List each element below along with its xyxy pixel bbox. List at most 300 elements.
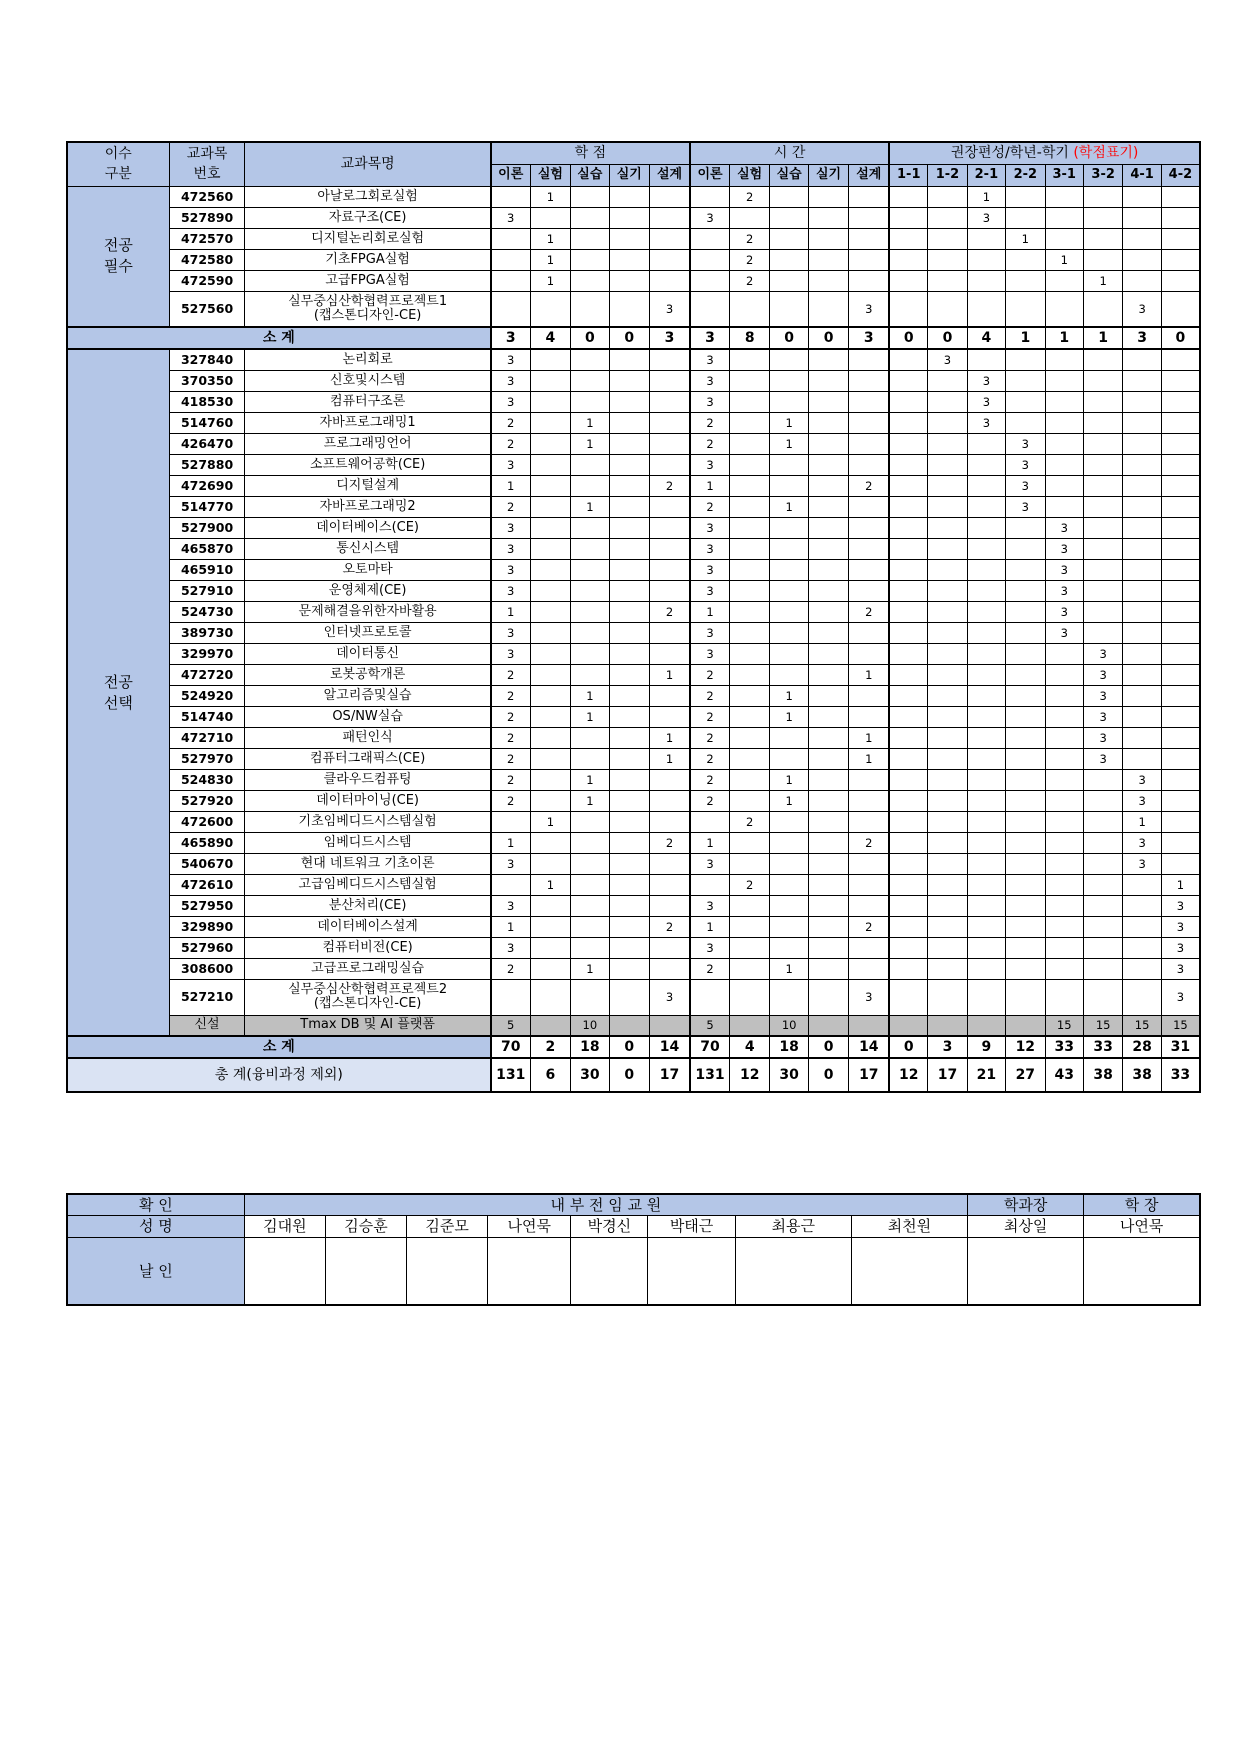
semester-cell [1006,249,1045,270]
credit-cell [609,580,649,601]
hour-cell [849,517,890,538]
semester-cell [1161,769,1200,790]
credit-cell: 17 [650,1058,691,1092]
semester-cell [1161,228,1200,249]
semester-cell [889,580,927,601]
course-row [67,370,1200,391]
credit-cell [609,291,649,327]
semester-cell: 0 [928,327,967,349]
credit-cell [609,186,649,207]
semester-cell [889,370,927,391]
semester-cell [967,643,1005,664]
credit-group-header: 학 점 [491,142,690,164]
semester-cell [889,186,927,207]
semester-cell: 15 [1083,1015,1122,1036]
semester-cell [1161,370,1200,391]
credit-cell: 2 [530,1036,570,1058]
header-row-1 [67,142,1200,164]
course-code: 527950 [169,895,245,916]
course-code: 329970 [169,643,245,664]
course-name: 분산처리(CE) [245,895,491,916]
semester-cell [1045,958,1083,979]
hour-cell: 2 [729,249,769,270]
hour-cell: 1 [690,601,729,622]
credit-cell [650,958,691,979]
seal-box[interactable] [851,1237,967,1305]
credit-cell [571,249,609,270]
course-code: 527960 [169,937,245,958]
semester-cell [928,622,967,643]
hour-cell [770,979,808,1015]
credit-cell [609,412,649,433]
credit-cell: 14 [650,1036,691,1058]
hour-cell [729,832,769,853]
credit-cell: 3 [491,327,530,349]
semester-cell [1083,811,1122,832]
course-row [67,249,1200,270]
hour-cell: 2 [849,916,890,937]
course-row [67,727,1200,748]
course-row [67,207,1200,228]
credit-cell [609,228,649,249]
curriculum-table [66,141,1201,1093]
credit-cell [609,517,649,538]
hour-cell [729,895,769,916]
course-name: 디지털논리회로실험 [245,228,491,249]
semester-cell [1161,433,1200,454]
credit-cell [530,937,570,958]
credit-cell [530,958,570,979]
semester-cell [1161,517,1200,538]
credit-cell [571,538,609,559]
semester-cell [1083,291,1122,327]
semester-header: 2-2 [1006,164,1045,186]
semester-cell [889,790,927,811]
hour-cell [849,937,890,958]
seal-box[interactable] [571,1237,648,1305]
semester-cell [1006,349,1045,370]
hour-cell [690,228,729,249]
hour-cell [770,727,808,748]
course-name: 기초임베디드시스템실험 [245,811,491,832]
credit-cell: 3 [650,291,691,327]
semester-cell [889,706,927,727]
credit-cell [530,412,570,433]
credit-cell [571,291,609,327]
hour-cell [770,249,808,270]
semester-cell [967,228,1005,249]
semester-cell [967,811,1005,832]
semester-cell [1006,937,1045,958]
subtotal-row [67,1036,1200,1058]
credit-cell [530,580,570,601]
semester-cell: 1 [1161,874,1200,895]
hour-cell [729,475,769,496]
hour-cell [808,249,848,270]
course-name: 실무중심산학협력프로젝트1 (캡스톤디자인-CE) [245,291,491,327]
credit-col-header: 실기 [609,164,649,186]
semester-cell: 1 [1045,327,1083,349]
semester-cell [889,916,927,937]
semester-cell [1045,228,1083,249]
semester-cell: 15 [1045,1015,1083,1036]
semester-cell: 3 [1161,895,1200,916]
semester-cell [967,706,1005,727]
credit-cell: 3 [491,207,530,228]
hour-cell [808,769,848,790]
semester-cell [1161,538,1200,559]
credit-cell [650,270,691,291]
semester-cell [889,748,927,769]
credit-cell [650,391,691,412]
semester-cell [1083,853,1122,874]
semester-cell [1045,454,1083,475]
credit-cell: 3 [491,643,530,664]
semester-cell [928,790,967,811]
credit-cell [609,979,649,1015]
hour-cell: 0 [808,1058,848,1092]
semester-cell: 3 [1161,937,1200,958]
credit-cell: 2 [650,832,691,853]
semester-cell [1083,349,1122,370]
seal-box[interactable] [735,1237,851,1305]
credit-cell [650,412,691,433]
semester-cell [889,496,927,517]
semester-cell: 3 [1045,580,1083,601]
semester-cell [928,958,967,979]
semester-cell [967,433,1005,454]
credit-cell: 3 [491,538,530,559]
semester-cell [1006,186,1045,207]
course-row [67,874,1200,895]
names-row [67,1215,1200,1237]
course-code: 370350 [169,370,245,391]
semester-cell [1123,228,1161,249]
hour-cell [729,433,769,454]
course-name: 컴퓨터비전(CE) [245,937,491,958]
recommend-group-header [889,142,1200,164]
semester-cell: 3 [1083,643,1122,664]
hour-cell [849,790,890,811]
seal-label: 날 인 [67,1237,244,1305]
signer-name: 나연묵 [1084,1215,1200,1237]
semester-cell [889,685,927,706]
hour-cell [808,937,848,958]
credit-cell: 6 [530,1058,570,1092]
hour-cell: 2 [690,664,729,685]
semester-cell [1006,538,1045,559]
semester-cell [1123,937,1161,958]
hour-cell [808,811,848,832]
credit-cell: 1 [530,811,570,832]
course-name: 오토마타 [245,559,491,580]
semester-cell [889,979,927,1015]
hour-cell: 3 [849,327,890,349]
hour-cell [808,433,848,454]
hour-cell: 1 [849,727,890,748]
hour-cell: 1 [770,958,808,979]
hour-cell: 1 [770,496,808,517]
hour-cell [729,748,769,769]
credit-cell: 70 [491,1036,530,1058]
hour-cell [808,727,848,748]
course-row [67,601,1200,622]
semester-cell [1006,370,1045,391]
semester-cell [1123,664,1161,685]
semester-cell [928,748,967,769]
semester-cell [928,391,967,412]
semester-cell [1083,601,1122,622]
semester-cell [928,270,967,291]
hour-cell [849,559,890,580]
hour-cell: 30 [770,1058,808,1092]
semester-cell: 1 [1083,327,1122,349]
seal-box[interactable] [1084,1237,1200,1305]
course-code: 465890 [169,832,245,853]
semester-cell: 1 [1045,249,1083,270]
seal-row [67,1237,1200,1305]
credit-cell [650,207,691,228]
semester-cell [1045,916,1083,937]
credit-cell: 1 [571,496,609,517]
hour-cell [770,186,808,207]
hour-cell [729,769,769,790]
course-row [67,391,1200,412]
credit-cell: 3 [491,349,530,370]
dean-label: 학 장 [1084,1194,1200,1215]
seal-box[interactable] [325,1237,406,1305]
credit-cell [650,249,691,270]
signer-name: 김준모 [407,1215,488,1237]
seal-box[interactable] [968,1237,1084,1305]
course-name: 클라우드컴퓨팅 [245,769,491,790]
grand-total-row [67,1058,1200,1092]
hour-cell [729,979,769,1015]
semester-cell: 3 [928,349,967,370]
semester-cell [928,874,967,895]
semester-cell [1083,475,1122,496]
semester-cell [1083,517,1122,538]
semester-cell [967,958,1005,979]
credit-cell: 2 [491,769,530,790]
semester-cell [1006,727,1045,748]
semester-cell [889,391,927,412]
credit-cell [609,538,649,559]
credit-cell [571,601,609,622]
credit-cell: 3 [491,370,530,391]
course-row [67,790,1200,811]
hour-cell [729,370,769,391]
semester-cell [889,228,927,249]
hour-cell [770,517,808,538]
hour-cell [770,291,808,327]
hour-cell [729,685,769,706]
semester-cell [1045,979,1083,1015]
credit-cell: 2 [491,496,530,517]
credit-cell [571,622,609,643]
credit-cell [609,454,649,475]
hour-cell [808,643,848,664]
semester-cell [928,228,967,249]
semester-cell [1083,496,1122,517]
hour-col-header: 실습 [770,164,808,186]
hour-col-header: 실기 [808,164,848,186]
course-code: 527560 [169,291,245,327]
hour-cell: 3 [690,559,729,580]
credit-cell: 1 [530,270,570,291]
course-name: 고급임베디드시스템실험 [245,874,491,895]
hour-cell [849,454,890,475]
credit-cell [650,433,691,454]
seal-box[interactable] [488,1237,571,1305]
semester-cell [1083,958,1122,979]
semester-cell [1045,433,1083,454]
hour-cell [729,517,769,538]
credit-cell: 1 [491,832,530,853]
credit-cell [491,811,530,832]
course-row [67,186,1200,207]
hour-cell [729,853,769,874]
hour-cell [808,207,848,228]
signer-name: 박경신 [571,1215,648,1237]
semester-cell [928,895,967,916]
hour-cell [770,643,808,664]
course-row [67,916,1200,937]
semester-cell [967,291,1005,327]
credit-cell: 0 [609,1058,649,1092]
credit-cell [609,1015,649,1036]
subtotal-label: 소 계 [67,1036,491,1058]
semester-cell [1123,412,1161,433]
semester-cell [1083,538,1122,559]
semester-cell [889,622,927,643]
hour-cell [770,270,808,291]
signer-name: 최상일 [968,1215,1084,1237]
credit-cell: 2 [491,790,530,811]
semester-cell: 3 [1123,291,1161,327]
hour-cell [808,496,848,517]
semester-cell [889,475,927,496]
hour-cell [690,291,729,327]
hour-cell [849,270,890,291]
semester-cell [1045,270,1083,291]
seal-box[interactable] [648,1237,735,1305]
course-code: 329890 [169,916,245,937]
hour-cell [729,601,769,622]
semester-cell: 1 [1006,327,1045,349]
credit-cell [530,517,570,538]
confirm-label: 확 인 [67,1194,244,1215]
credit-cell: 2 [491,664,530,685]
hour-cell [849,706,890,727]
hour-cell: 12 [729,1058,769,1092]
hour-cell [808,979,848,1015]
confirm-header-row [67,1194,1200,1215]
semester-cell [928,832,967,853]
semester-cell [1083,790,1122,811]
semester-cell: 43 [1045,1058,1083,1092]
credit-col-header: 이론 [491,164,530,186]
semester-cell [1006,580,1045,601]
semester-cell [928,979,967,1015]
semester-cell [967,769,1005,790]
semester-cell: 0 [889,1036,927,1058]
hour-cell: 4 [729,1036,769,1058]
recommend-label: 권장편성/학년-학기 [950,145,1074,162]
credit-cell [650,853,691,874]
credit-cell [571,832,609,853]
hour-cell [849,769,890,790]
hour-cell [729,706,769,727]
hour-cell: 3 [690,517,729,538]
semester-cell: 3 [967,207,1005,228]
hour-cell [770,580,808,601]
semester-cell [889,433,927,454]
semester-cell [1123,517,1161,538]
semester-cell [1083,769,1122,790]
credit-cell: 3 [491,517,530,538]
semester-cell [928,811,967,832]
credit-cell [571,895,609,916]
course-code: 472690 [169,475,245,496]
semester-cell [889,769,927,790]
hour-cell [770,622,808,643]
credit-cell: 10 [571,1015,609,1036]
hour-cell [808,538,848,559]
hour-cell: 2 [690,958,729,979]
credit-cell: 2 [491,748,530,769]
credit-cell [650,706,691,727]
semester-cell: 3 [1045,517,1083,538]
course-name: 통신시스템 [245,538,491,559]
course-name: 디지털설계 [245,475,491,496]
course-name: 데이터통신 [245,643,491,664]
seal-box[interactable] [244,1237,325,1305]
semester-cell [1161,559,1200,580]
credit-cell [609,727,649,748]
semester-cell [1123,475,1161,496]
hour-cell [808,832,848,853]
credit-cell: 0 [609,1036,649,1058]
credit-cell: 2 [491,706,530,727]
semester-cell [1006,270,1045,291]
credit-cell [491,270,530,291]
semester-cell [1006,664,1045,685]
hour-cell: 3 [690,853,729,874]
credit-cell [650,454,691,475]
semester-cell: 0 [1161,327,1200,349]
credit-cell: 1 [530,186,570,207]
course-row [67,270,1200,291]
semester-cell: 0 [889,327,927,349]
hour-cell [690,249,729,270]
credit-cell [650,895,691,916]
semester-cell [928,249,967,270]
hour-cell [808,475,848,496]
semester-cell [967,937,1005,958]
course-name: 컴퓨터구조론 [245,391,491,412]
course-name: 자바프로그래밍1 [245,412,491,433]
seal-box[interactable] [407,1237,488,1305]
course-row [67,433,1200,454]
semester-cell: 3 [1083,685,1122,706]
credit-cell: 3 [491,454,530,475]
semester-cell [928,916,967,937]
hour-cell: 0 [808,1036,848,1058]
semester-cell [1045,874,1083,895]
hour-cell [729,790,769,811]
course-row [67,685,1200,706]
